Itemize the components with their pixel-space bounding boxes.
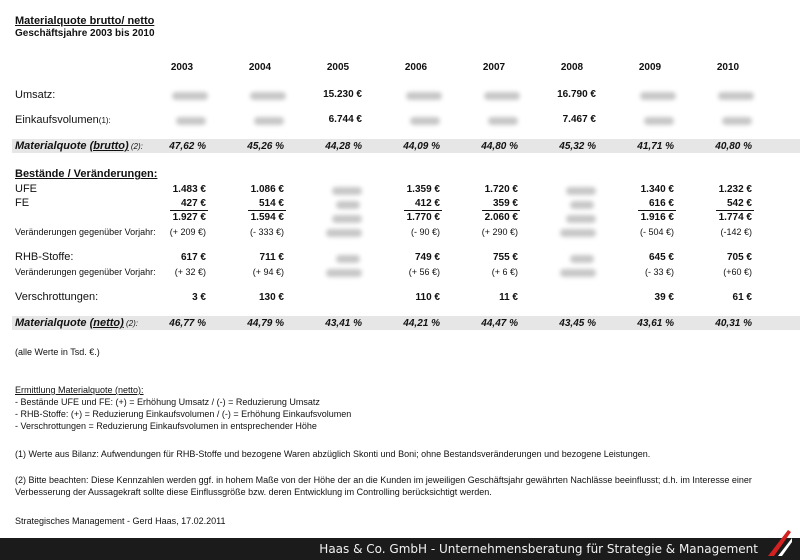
mq-netto-2005: 43,41 % <box>325 318 362 329</box>
sum-underline <box>638 210 676 211</box>
blurred-value <box>718 92 754 100</box>
blurred-value <box>176 117 206 125</box>
year-2006: 2006 <box>404 62 428 73</box>
ermittlung-item: - RHB-Stoffe: (+) = Reduzierung Einkaufsvolumen / (-) = Erhöhung Einkaufsvolumen <box>15 409 352 419</box>
sum-underline <box>482 210 520 211</box>
year-2008: 2008 <box>560 62 584 73</box>
verschr-2004: 130 € <box>258 292 284 303</box>
blurred-value <box>644 117 674 125</box>
materialquote-brutto-label <box>15 140 143 153</box>
mq-netto-2008: 43,45 % <box>559 318 596 329</box>
fe-2004: 514 € <box>258 198 284 209</box>
year-2003: 2003 <box>170 62 194 73</box>
verschrottungen-label: Verschrottungen: <box>15 291 99 303</box>
ufe-2006: 1.359 € <box>406 184 440 195</box>
einkaufsvolumen-text: Einkaufsvolumen <box>15 114 99 126</box>
ver1-2006: (- 90 €) <box>410 227 440 237</box>
sum-2009: 1.916 € <box>640 212 674 223</box>
footnote-2-line-2: Verbesserung der Aussagekraft sollte diese Einflussgröße bzw. deren Entwicklung im Controlling berücksichtigt werden. <box>15 487 492 497</box>
mq-netto-label-note: (2): <box>123 319 139 328</box>
mq-brutto-label-underlined: (brutto) <box>89 140 129 152</box>
report-title: Materialquote brutto/ netto <box>15 15 155 27</box>
fe-2003: 427 € <box>180 198 206 209</box>
ufe-2009: 1.340 € <box>640 184 674 195</box>
sum-underline <box>716 210 754 211</box>
blurred-value <box>172 92 208 100</box>
blurred-value <box>566 215 596 223</box>
veraenderungen-label-1: Veränderungen gegenüber Vorjahr: <box>15 227 156 237</box>
sum-underline <box>248 210 286 211</box>
ermittlung-item: - Bestände UFE und FE: (+) = Erhöhung Umsatz / (-) = Reduzierung Umsatz <box>15 397 320 407</box>
fe-2006: 412 € <box>414 198 440 209</box>
mq-brutto-2007: 44,80 % <box>481 141 518 152</box>
umsatz-label: Umsatz: <box>15 89 56 101</box>
blurred-value <box>254 117 284 125</box>
blurred-value <box>570 201 594 209</box>
mq-brutto-2005: 44,28 % <box>325 141 362 152</box>
blurred-value <box>406 92 442 100</box>
ver2-2010: (+60 €) <box>723 267 752 277</box>
ver1-2010: (-142 €) <box>720 227 752 237</box>
mq-brutto-2008: 45,32 % <box>559 141 596 152</box>
blurred-value <box>722 117 752 125</box>
ver2-2009: (- 33 €) <box>644 267 674 277</box>
mq-brutto-label-note: (2): <box>128 142 143 151</box>
blurred-value <box>640 92 676 100</box>
year-2010: 2010 <box>716 62 740 73</box>
umsatz-2005: 15.230 € <box>323 89 362 100</box>
ver2-2004: (+ 94 €) <box>252 267 284 277</box>
sum-2003: 1.927 € <box>172 212 206 223</box>
blurred-value <box>566 187 596 195</box>
fe-label: FE <box>15 197 30 209</box>
verschr-2007: 11 € <box>499 292 518 303</box>
rhb-2003: 617 € <box>180 252 206 263</box>
blurred-value <box>560 229 596 237</box>
year-2005: 2005 <box>326 62 350 73</box>
rhb-2006: 749 € <box>414 252 440 263</box>
mq-netto-2009: 43,61 % <box>637 318 674 329</box>
mq-brutto-2003: 47,62 % <box>169 141 206 152</box>
footer-company-text: Haas & Co. GmbH - Unternehmensberatung für Strategie & Management <box>319 542 758 556</box>
ver2-2006: (+ 56 €) <box>408 267 440 277</box>
rhb-2004: 711 € <box>259 252 284 263</box>
mq-brutto-2004: 45,26 % <box>247 141 284 152</box>
blurred-value <box>332 187 362 195</box>
blurred-value <box>410 117 440 125</box>
mq-netto-2007: 44,47 % <box>481 318 518 329</box>
einkaufsvolumen-label <box>15 114 111 127</box>
ermittlung-heading: Ermittlung Materialquote (netto): <box>15 385 144 395</box>
rhb-label: RHB-Stoffe: <box>15 251 74 263</box>
mq-netto-2010: 40,31 % <box>715 318 752 329</box>
ver1-2009: (- 504 €) <box>639 227 674 237</box>
sum-2007: 2.060 € <box>484 212 518 223</box>
fe-2010: 542 € <box>726 198 752 209</box>
mq-brutto-2006: 44,09 % <box>403 141 440 152</box>
rhb-2009: 645 € <box>648 252 674 263</box>
verschr-2003: 3 € <box>192 292 206 303</box>
blurred-value <box>326 229 362 237</box>
sum-2004: 1.594 € <box>250 212 284 223</box>
rhb-2007: 755 € <box>492 252 518 263</box>
fe-2009: 616 € <box>648 198 674 209</box>
mq-netto-2003: 46,77 % <box>169 318 206 329</box>
footnote-1: (1) Werte aus Bilanz: Aufwendungen für RHB-Stoffe und bezogene Waren abzüglich Skonti und Boni; ohne Bestandsveränderungen und bezogene Leistungen. <box>15 449 651 459</box>
footnote-2-line-1: (2) Bitte beachten: Diese Kennzahlen werden ggf. in hohem Maße von der Höhe der an die Kunden im jeweiligen Geschäftsjahr gewährten Nachlässe beeinflusst; d.h. im Interesse einer <box>15 475 752 485</box>
ufe-2003: 1.483 € <box>172 184 206 195</box>
mq-netto-label-text: Materialquote <box>15 317 90 329</box>
blurred-value <box>570 255 594 263</box>
verschr-2006: 110 € <box>415 292 440 303</box>
mq-brutto-2009: 41,71 % <box>637 141 674 152</box>
blurred-value <box>250 92 286 100</box>
verschr-2010: 61 € <box>732 292 752 303</box>
sum-underline <box>170 210 208 211</box>
rhb-2010: 705 € <box>726 252 752 263</box>
materialquote-netto-label <box>15 317 138 330</box>
year-2009: 2009 <box>638 62 662 73</box>
blurred-value <box>484 92 520 100</box>
mq-netto-2006: 44,21 % <box>403 318 440 329</box>
mq-brutto-2010: 40,80 % <box>715 141 752 152</box>
report-subtitle: Geschäftsjahre 2003 bis 2010 <box>15 28 155 39</box>
blurred-value <box>336 255 360 263</box>
sum-underline <box>404 210 442 211</box>
ufe-2010: 1.232 € <box>718 184 752 195</box>
ufe-label: UFE <box>15 183 37 195</box>
ver1-2007: (+ 290 €) <box>481 227 518 237</box>
year-2007: 2007 <box>482 62 506 73</box>
blurred-value <box>332 215 362 223</box>
company-logo-icon <box>764 528 794 558</box>
signature: Strategisches Management - Gerd Haas, 17.02.2011 <box>15 516 226 526</box>
verschr-2009: 39 € <box>654 292 674 303</box>
ver1-2003: (+ 209 €) <box>169 227 206 237</box>
ufe-2007: 1.720 € <box>484 184 518 195</box>
fe-2007: 359 € <box>492 198 518 209</box>
einkaufsvolumen-note: (1): <box>98 116 111 125</box>
mq-netto-2004: 44,79 % <box>247 318 284 329</box>
footer-bar <box>0 538 800 560</box>
sum-2010: 1.774 € <box>718 212 752 223</box>
blurred-value <box>488 117 518 125</box>
veraenderungen-label-2: Veränderungen gegenüber Vorjahr: <box>15 267 156 277</box>
units-note: (alle Werte in Tsd. €.) <box>15 347 100 357</box>
ufe-2004: 1.086 € <box>250 184 284 195</box>
ver1-2004: (- 333 €) <box>249 227 284 237</box>
ermittlung-item: - Verschrottungen = Reduzierung Einkaufsvolumen in entsprechender Höhe <box>15 421 317 431</box>
blurred-value <box>560 269 596 277</box>
blurred-value <box>336 201 360 209</box>
ver2-2003: (+ 32 €) <box>174 267 206 277</box>
year-2004: 2004 <box>248 62 272 73</box>
mq-brutto-label-text: Materialquote <box>15 140 90 152</box>
ver2-2007: (+ 6 €) <box>491 267 518 277</box>
bestaende-heading: Bestände / Veränderungen: <box>15 168 158 180</box>
umsatz-2008: 16.790 € <box>557 89 596 100</box>
einkauf-2008: 7.467 € <box>562 114 596 125</box>
sum-2006: 1.770 € <box>406 212 440 223</box>
blurred-value <box>326 269 362 277</box>
einkauf-2005: 6.744 € <box>328 114 362 125</box>
mq-netto-label-underlined: (netto) <box>89 317 124 329</box>
